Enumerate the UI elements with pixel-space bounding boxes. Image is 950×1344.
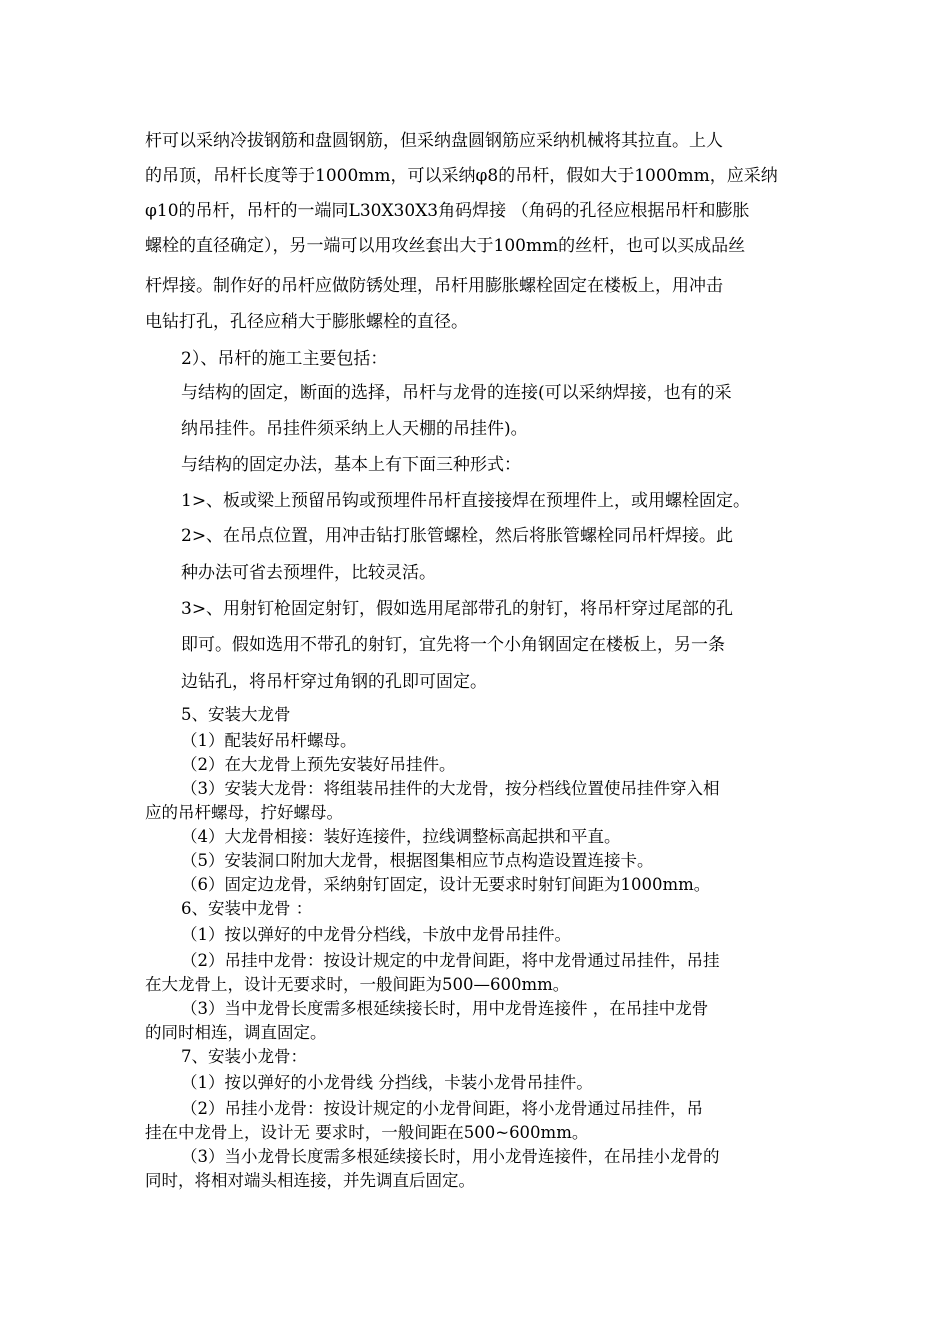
method-3-line: 即可。假如选用不带孔的射钉，宜先将一个小角钢固定在楼板上，另一条 — [181, 635, 725, 655]
method-2-line: 种办法可省去预埋件，比较灵活。 — [181, 563, 436, 583]
step-item: （6）固定边龙骨，采纳射钉固定，设计无要求时射钉间距为1000mm。 — [181, 875, 711, 894]
section-heading: 7、安装小龙骨： — [181, 1047, 307, 1066]
scope-line: 纳吊挂件。吊挂件须采纳上人天棚的吊挂件)。 — [181, 419, 528, 439]
step-item: （1）配装好吊杆螺母。 — [181, 731, 357, 750]
step-item: （1）按以弹好的小龙骨线 分挡线，卡装小龙骨吊挂件。 — [181, 1073, 593, 1092]
paragraph-line: 螺栓的直径确定），另一端可以用攻丝套出大于100mm的丝杆，也可以买成品丝 — [145, 236, 746, 256]
step-item: （3）安装大龙骨：将组装吊挂件的大龙骨，按分档线位置使吊挂件穿入相 — [181, 779, 720, 798]
step-item-continued: 的同时相连，调直固定。 — [145, 1023, 327, 1042]
scope-line: 与结构的固定，断面的选择，吊杆与龙骨的连接(可以采纳焊接，也有的采 — [181, 383, 732, 403]
method-1: 1>、板或梁上预留吊钩或预埋件吊杆直接接焊在预埋件上，或用螺栓固定。 — [181, 491, 751, 511]
step-item-continued: 挂在中龙骨上，设计无 要求时，一般间距在500~600mm。 — [145, 1123, 589, 1142]
step-item-continued: 应的吊杆螺母，拧好螺母。 — [145, 803, 343, 822]
section-heading: 5、安装大龙骨 — [181, 705, 291, 724]
step-item: （5）安装洞口附加大龙骨，根据图集相应节点构造设置连接卡。 — [181, 851, 654, 870]
methods-intro: 与结构的固定办法，基本上有下面三种形式： — [181, 455, 521, 475]
step-item: （3）当小龙骨长度需多根延续接长时，用小龙骨连接件，在吊挂小龙骨的 — [181, 1147, 720, 1166]
step-item: （2）吊挂中龙骨：按设计规定的中龙骨间距，将中龙骨通过吊挂件，吊挂 — [181, 951, 720, 970]
section-heading: 6、安装中龙骨 ： — [181, 899, 313, 918]
step-item: （1）按以弹好的中龙骨分档线，卡放中龙骨吊挂件。 — [181, 925, 571, 944]
step-item-continued: 在大龙骨上，设计无要求时，一般间距为500—600mm。 — [145, 975, 570, 994]
step-item: （2）吊挂小龙骨：按设计规定的小龙骨间距，将小龙骨通过吊挂件，吊 — [181, 1099, 703, 1118]
paragraph-line: φ10的吊杆，吊杆的一端同L30X30X3角码焊接 （角码的孔径应根据吊杆和膨胀 — [145, 201, 750, 221]
paragraph-line: 杆焊接。制作好的吊杆应做防锈处理，吊杆用膨胀螺栓固定在楼板上，用冲击 — [145, 276, 723, 296]
step-item: （4）大龙骨相接：装好连接件，拉线调整标高起拱和平直。 — [181, 827, 621, 846]
paragraph-line: 的吊顶，吊杆长度等于1000mm，可以采纳φ8的吊杆，假如大于1000mm，应采纳 — [145, 166, 778, 186]
method-3-line: 3>、用射钉枪固定射钉，假如选用尾部带孔的射钉，将吊杆穿过尾部的孔 — [181, 599, 734, 619]
sub-heading: 2）、吊杆的施工主要包括： — [181, 349, 388, 369]
method-2-line: 2>、在吊点位置，用冲击钻打胀管螺栓，然后将胀管螺栓同吊杆焊接。此 — [181, 526, 734, 546]
step-item-continued: 同时，将相对端头相连接，并先调直后固定。 — [145, 1171, 475, 1190]
paragraph-line: 杆可以采纳冷拔钢筋和盘圆钢筋，但采纳盘圆钢筋应采纳机械将其拉直。上人 — [145, 131, 723, 151]
paragraph-line: 电钻打孔，孔径应稍大于膨胀螺栓的直径。 — [145, 312, 468, 332]
method-3-line: 边钻孔，将吊杆穿过角钢的孔即可固定。 — [181, 672, 487, 692]
step-item: （2）在大龙骨上预先安装好吊挂件。 — [181, 755, 456, 774]
step-item: （3）当中龙骨长度需多根延续接长时，用中龙骨连接件 ，在吊挂中龙骨 — [181, 999, 709, 1018]
